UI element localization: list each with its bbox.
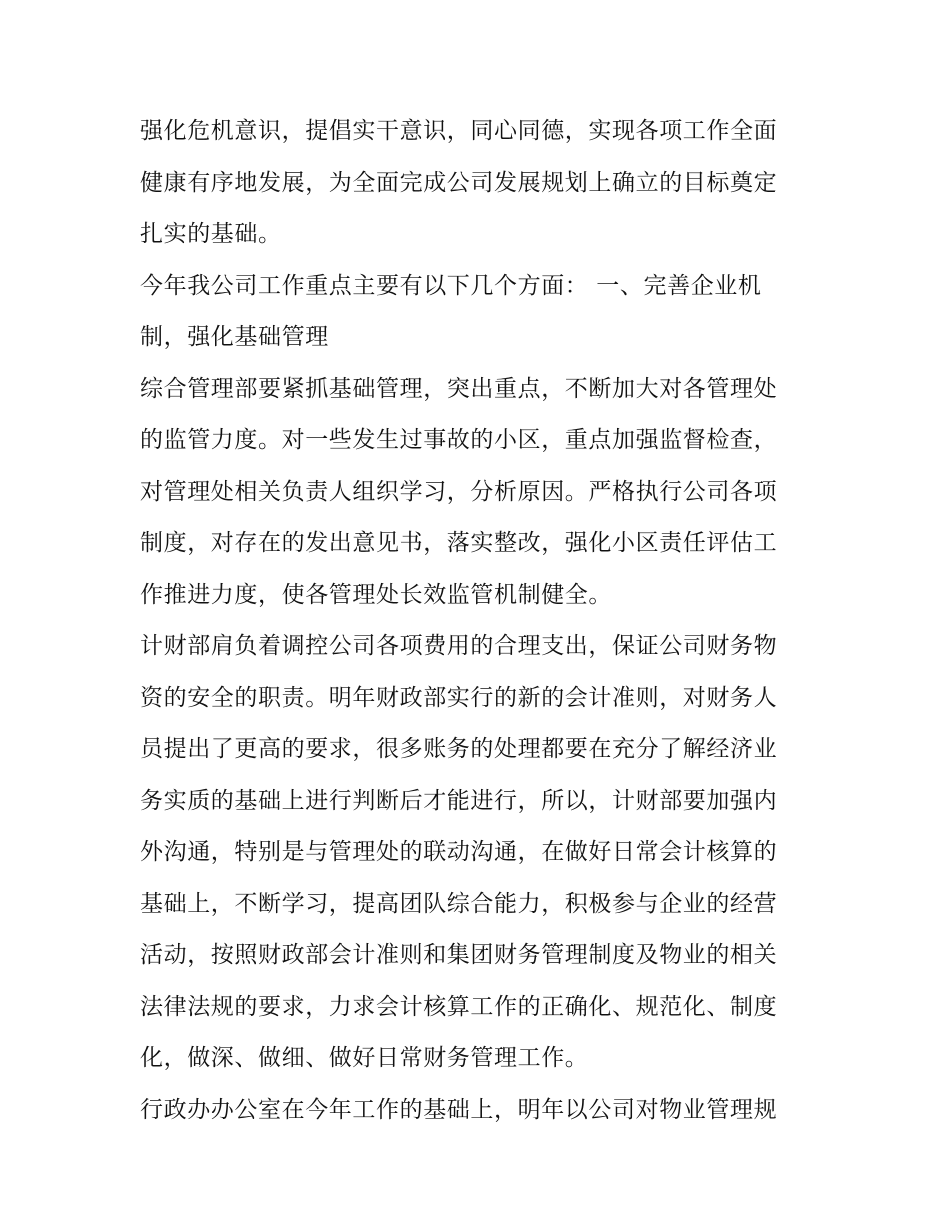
text-line: 化，做深、做细、做好日常财务管理工作。 [140,1045,589,1071]
text-line: 对管理处相关负责人组织学习，分析原因。严格执行公司各项 [140,478,778,505]
text-line: 务实质的基础上进行判断后才能进行，所以，计财部要加强内 [140,787,778,814]
document-body [140,106,820,1136]
text-line: 今年我公司工作重点主要有以下几个方面： 一、完善企业机 [140,272,762,299]
text-line: 外沟通，特别是与管理处的联动沟通，在做好日常会计核算的 [140,839,778,865]
text-line: 资的安全的职责。明年财政部实行的新的会计准则，对财务人 [140,684,778,711]
text-line: 健康有序地发展，为全面完成公司发展规划上确立的目标奠定 [140,169,778,196]
text-line: 综合管理部要紧抓基础管理，突出重点，不断加大对各管理处 [140,375,778,402]
text-line: 的监管力度。对一些发生过事故的小区，重点加强监督检查， [140,427,778,453]
text-line: 活动，按照财政部会计准则和集团财务管理制度及物业的相关 [140,942,778,968]
text-line: 基础上，不断学习，提高团队综合能力，积极参与企业的经营 [140,890,778,917]
text-line: 员提出了更高的要求，很多账务的处理都要在充分了解经济业 [140,736,778,762]
text-line: 制度，对存在的发出意见书，落实整改，强化小区责任评估工 [140,530,778,556]
text-line: 强化危机意识，提倡实干意识，同心同德，实现各项工作全面 [140,118,778,144]
text-line: 制，强化基础管理 [140,324,329,350]
text-line: 扎实的基础。 [140,221,282,247]
text-line: 法律法规的要求，力求会计核算工作的正确化、规范化、制度 [140,993,778,1020]
text-line: 作推进力度，使各管理处长效监管机制健全。 [140,581,612,608]
text-line: 行政办办公室在今年工作的基础上，明年以公司对物业管理规 [140,1096,778,1123]
text-line: 计财部肩负着调控公司各项费用的合理支出，保证公司财务物 [140,633,778,659]
